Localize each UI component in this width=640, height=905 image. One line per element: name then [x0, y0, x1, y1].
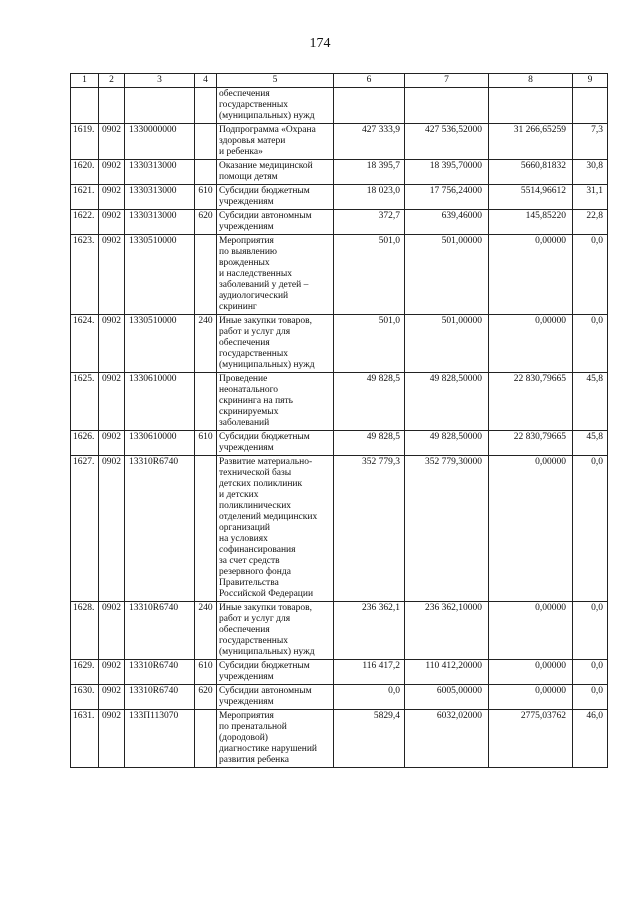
item-name-line: и детских: [219, 490, 259, 500]
section-code-cell: 0902: [99, 431, 125, 456]
item-name-line: Субсидии бюджетным: [219, 661, 310, 671]
refined-amount-cell: 427 536,52000: [405, 124, 489, 160]
target-article-code-cell: 1330313000: [125, 160, 195, 185]
item-name-line: организаций: [219, 523, 271, 533]
target-article-code-cell: 1330610000: [125, 431, 195, 456]
planned-amount-cell: 501,0: [334, 235, 405, 315]
table-row: [71, 88, 608, 124]
target-article-code-cell: 13310R6740: [125, 660, 195, 685]
refined-amount-cell: 110 412,20000: [405, 660, 489, 685]
section-code-cell: 0902: [99, 710, 125, 768]
item-name-line: Субсидии бюджетным: [219, 432, 310, 442]
column-header: 9: [573, 74, 608, 88]
expense-type-code-cell: [195, 710, 217, 768]
expense-type-code-cell: [195, 373, 217, 431]
executed-amount-cell: 145,85220: [489, 210, 573, 235]
execution-percent-cell: 0,0: [573, 602, 608, 660]
table-row: [71, 235, 608, 315]
item-name-line: скрининга на пять: [219, 396, 294, 406]
item-name-line: Проведение: [219, 374, 268, 384]
item-name-line: Подпрограмма «Охрана: [219, 125, 316, 135]
item-name-line: Правительства: [219, 578, 279, 588]
table-row: [71, 431, 608, 456]
row-number-cell: 1626.: [71, 431, 99, 456]
execution-percent-cell: 0,0: [573, 235, 608, 315]
expense-type-code-cell: 240: [195, 602, 217, 660]
refined-amount-cell: 639,46000: [405, 210, 489, 235]
section-code-cell: 0902: [99, 373, 125, 431]
column-header: 7: [405, 74, 489, 88]
column-header: 2: [99, 74, 125, 88]
item-name-line: учреждениям: [219, 672, 274, 682]
item-name-line: учреждениям: [219, 697, 274, 707]
table-row: [71, 685, 608, 710]
table-row: [71, 456, 608, 602]
item-name-cell: [217, 160, 334, 185]
executed-amount-cell: [489, 88, 573, 124]
execution-percent-cell: 0,0: [573, 685, 608, 710]
executed-amount-cell: 0,00000: [489, 685, 573, 710]
planned-amount-cell: 18 395,7: [334, 160, 405, 185]
execution-percent-cell: [573, 88, 608, 124]
row-number-cell: 1620.: [71, 160, 99, 185]
item-name-line: на условиях: [219, 534, 268, 544]
expense-type-code-cell: [195, 456, 217, 602]
row-number-cell: 1631.: [71, 710, 99, 768]
section-code-cell: 0902: [99, 456, 125, 602]
table-row: [71, 210, 608, 235]
table-row: [71, 315, 608, 373]
budget-table: [70, 73, 608, 768]
item-name-line: Развитие материально-: [219, 457, 313, 467]
expense-type-code-cell: [195, 160, 217, 185]
section-code-cell: 0902: [99, 685, 125, 710]
item-name-line: заболеваний у детей –: [219, 280, 309, 290]
table-row: [71, 124, 608, 160]
item-name-line: Российской Федерации: [219, 589, 314, 599]
row-number-cell: [71, 88, 99, 124]
item-name-line: резервного фонда: [219, 567, 291, 577]
planned-amount-cell: 49 828,5: [334, 431, 405, 456]
item-name-cell: [217, 660, 334, 685]
item-name-line: врожденных: [219, 258, 270, 268]
section-code-cell: 0902: [99, 235, 125, 315]
row-number-cell: 1628.: [71, 602, 99, 660]
item-name-line: Оказание медицинской: [219, 161, 313, 171]
item-name-line: обеспечения: [219, 625, 270, 635]
column-header: 3: [125, 74, 195, 88]
target-article-code-cell: 1330510000: [125, 315, 195, 373]
item-name-line: и ребенка»: [219, 147, 263, 157]
expense-type-code-cell: 610: [195, 431, 217, 456]
refined-amount-cell: 49 828,50000: [405, 431, 489, 456]
row-number-cell: 1625.: [71, 373, 99, 431]
refined-amount-cell: 501,00000: [405, 235, 489, 315]
item-name-line: (муниципальных) нужд: [219, 360, 315, 370]
target-article-code-cell: 133П113070: [125, 710, 195, 768]
execution-percent-cell: 0,0: [573, 660, 608, 685]
executed-amount-cell: 2775,03762: [489, 710, 573, 768]
item-name-line: здоровья матери: [219, 136, 286, 146]
item-name-line: технической базы: [219, 468, 292, 478]
item-name-cell: [217, 710, 334, 768]
section-code-cell: 0902: [99, 185, 125, 210]
executed-amount-cell: 0,00000: [489, 660, 573, 685]
expense-type-code-cell: 620: [195, 685, 217, 710]
item-name-line: софинансирования: [219, 545, 296, 555]
executed-amount-cell: 5660,81832: [489, 160, 573, 185]
item-name-line: детских поликлиник: [219, 479, 303, 489]
executed-amount-cell: 22 830,79665: [489, 373, 573, 431]
execution-percent-cell: 0,0: [573, 456, 608, 602]
item-name-line: учреждениям: [219, 197, 274, 207]
item-name-cell: [217, 685, 334, 710]
item-name-cell: [217, 235, 334, 315]
section-code-cell: 0902: [99, 160, 125, 185]
item-name-line: (дородовой): [219, 733, 268, 743]
refined-amount-cell: 18 395,70000: [405, 160, 489, 185]
executed-amount-cell: 0,00000: [489, 315, 573, 373]
expense-type-code-cell: 610: [195, 185, 217, 210]
item-name-line: поликлинических: [219, 501, 292, 511]
table-row: [71, 602, 608, 660]
refined-amount-cell: 236 362,10000: [405, 602, 489, 660]
target-article-code-cell: 13310R6740: [125, 685, 195, 710]
item-name-line: отделений медицинских: [219, 512, 318, 522]
section-code-cell: [99, 88, 125, 124]
row-number-cell: 1622.: [71, 210, 99, 235]
section-code-cell: 0902: [99, 315, 125, 373]
table-body: [71, 88, 608, 768]
item-name-cell: [217, 210, 334, 235]
row-number-cell: 1619.: [71, 124, 99, 160]
execution-percent-cell: 46,0: [573, 710, 608, 768]
planned-amount-cell: 5829,4: [334, 710, 405, 768]
item-name-line: Субсидии автономным: [219, 211, 312, 221]
item-name-line: (муниципальных) нужд: [219, 111, 315, 121]
item-name-line: Мероприятия: [219, 236, 274, 246]
item-name-line: работ и услуг для: [219, 327, 291, 337]
refined-amount-cell: 17 756,24000: [405, 185, 489, 210]
item-name-line: обеспечения: [219, 89, 270, 99]
column-header: 4: [195, 74, 217, 88]
item-name-line: Иные закупки товаров,: [219, 316, 312, 326]
executed-amount-cell: 0,00000: [489, 456, 573, 602]
item-name-line: Субсидии автономным: [219, 686, 312, 696]
expense-type-code-cell: [195, 88, 217, 124]
expense-type-code-cell: [195, 235, 217, 315]
planned-amount-cell: 236 362,1: [334, 602, 405, 660]
item-name-cell: [217, 602, 334, 660]
item-name-line: по пренатальной: [219, 722, 287, 732]
target-article-code-cell: 1330000000: [125, 124, 195, 160]
executed-amount-cell: 22 830,79665: [489, 431, 573, 456]
item-name-line: аудиологический: [219, 291, 289, 301]
execution-percent-cell: 45,8: [573, 373, 608, 431]
item-name-line: диагностике нарушений: [219, 744, 317, 754]
item-name-line: скринируемых: [219, 407, 279, 417]
table-row: [71, 160, 608, 185]
refined-amount-cell: 6005,00000: [405, 685, 489, 710]
item-name-line: (муниципальных) нужд: [219, 647, 315, 657]
target-article-code-cell: 1330610000: [125, 373, 195, 431]
expense-type-code-cell: 620: [195, 210, 217, 235]
table-row: [71, 710, 608, 768]
planned-amount-cell: 352 779,3: [334, 456, 405, 602]
planned-amount-cell: 116 417,2: [334, 660, 405, 685]
section-code-cell: 0902: [99, 124, 125, 160]
execution-percent-cell: 31,1: [573, 185, 608, 210]
item-name-cell: [217, 88, 334, 124]
planned-amount-cell: 49 828,5: [334, 373, 405, 431]
item-name-cell: [217, 124, 334, 160]
item-name-line: скрининг: [219, 302, 257, 312]
refined-amount-cell: 6032,02000: [405, 710, 489, 768]
item-name-line: заболеваний: [219, 418, 270, 428]
item-name-line: развития ребенка: [219, 755, 289, 765]
item-name-cell: [217, 185, 334, 210]
planned-amount-cell: 501,0: [334, 315, 405, 373]
row-number-cell: 1624.: [71, 315, 99, 373]
item-name-line: учреждениям: [219, 222, 274, 232]
executed-amount-cell: 0,00000: [489, 602, 573, 660]
section-code-cell: 0902: [99, 660, 125, 685]
item-name-line: неонатального: [219, 385, 278, 395]
table-row: [71, 660, 608, 685]
target-article-code-cell: 13310R6740: [125, 602, 195, 660]
item-name-line: обеспечения: [219, 338, 270, 348]
target-article-code-cell: 13310R6740: [125, 456, 195, 602]
table-header-row: [71, 74, 608, 88]
refined-amount-cell: 49 828,50000: [405, 373, 489, 431]
item-name-cell: [217, 315, 334, 373]
row-number-cell: 1627.: [71, 456, 99, 602]
planned-amount-cell: 372,7: [334, 210, 405, 235]
item-name-line: за счет средств: [219, 556, 280, 566]
item-name-line: и наследственных: [219, 269, 292, 279]
row-number-cell: 1629.: [71, 660, 99, 685]
item-name-line: учреждениям: [219, 443, 274, 453]
column-header: 6: [334, 74, 405, 88]
executed-amount-cell: 0,00000: [489, 235, 573, 315]
item-name-line: Субсидии бюджетным: [219, 186, 310, 196]
item-name-line: государственных: [219, 636, 289, 646]
planned-amount-cell: 0,0: [334, 685, 405, 710]
executed-amount-cell: 31 266,65259: [489, 124, 573, 160]
item-name-line: по выявлению: [219, 247, 278, 257]
row-number-cell: 1621.: [71, 185, 99, 210]
item-name-line: помощи детям: [219, 172, 278, 182]
table-row: [71, 185, 608, 210]
execution-percent-cell: 0,0: [573, 315, 608, 373]
item-name-cell: [217, 373, 334, 431]
row-number-cell: 1630.: [71, 685, 99, 710]
item-name-line: государственных: [219, 100, 289, 110]
column-header: 5: [217, 74, 334, 88]
target-article-code-cell: 1330313000: [125, 210, 195, 235]
expense-type-code-cell: 610: [195, 660, 217, 685]
planned-amount-cell: 18 023,0: [334, 185, 405, 210]
target-article-code-cell: [125, 88, 195, 124]
refined-amount-cell: 501,00000: [405, 315, 489, 373]
planned-amount-cell: 427 333,9: [334, 124, 405, 160]
expense-type-code-cell: [195, 124, 217, 160]
execution-percent-cell: 45,8: [573, 431, 608, 456]
item-name-cell: [217, 456, 334, 602]
refined-amount-cell: [405, 88, 489, 124]
execution-percent-cell: 22,8: [573, 210, 608, 235]
expense-type-code-cell: 240: [195, 315, 217, 373]
column-header: 8: [489, 74, 573, 88]
item-name-line: работ и услуг для: [219, 614, 291, 624]
target-article-code-cell: 1330313000: [125, 185, 195, 210]
table-row: [71, 373, 608, 431]
target-article-code-cell: 1330510000: [125, 235, 195, 315]
item-name-line: Мероприятия: [219, 711, 274, 721]
item-name-line: государственных: [219, 349, 289, 359]
item-name-line: Иные закупки товаров,: [219, 603, 312, 613]
refined-amount-cell: 352 779,30000: [405, 456, 489, 602]
row-number-cell: 1623.: [71, 235, 99, 315]
execution-percent-cell: 30,8: [573, 160, 608, 185]
column-header: 1: [71, 74, 99, 88]
planned-amount-cell: [334, 88, 405, 124]
executed-amount-cell: 5514,96612: [489, 185, 573, 210]
page-number: 174: [309, 36, 331, 51]
item-name-cell: [217, 431, 334, 456]
execution-percent-cell: 7,3: [573, 124, 608, 160]
section-code-cell: 0902: [99, 602, 125, 660]
section-code-cell: 0902: [99, 210, 125, 235]
